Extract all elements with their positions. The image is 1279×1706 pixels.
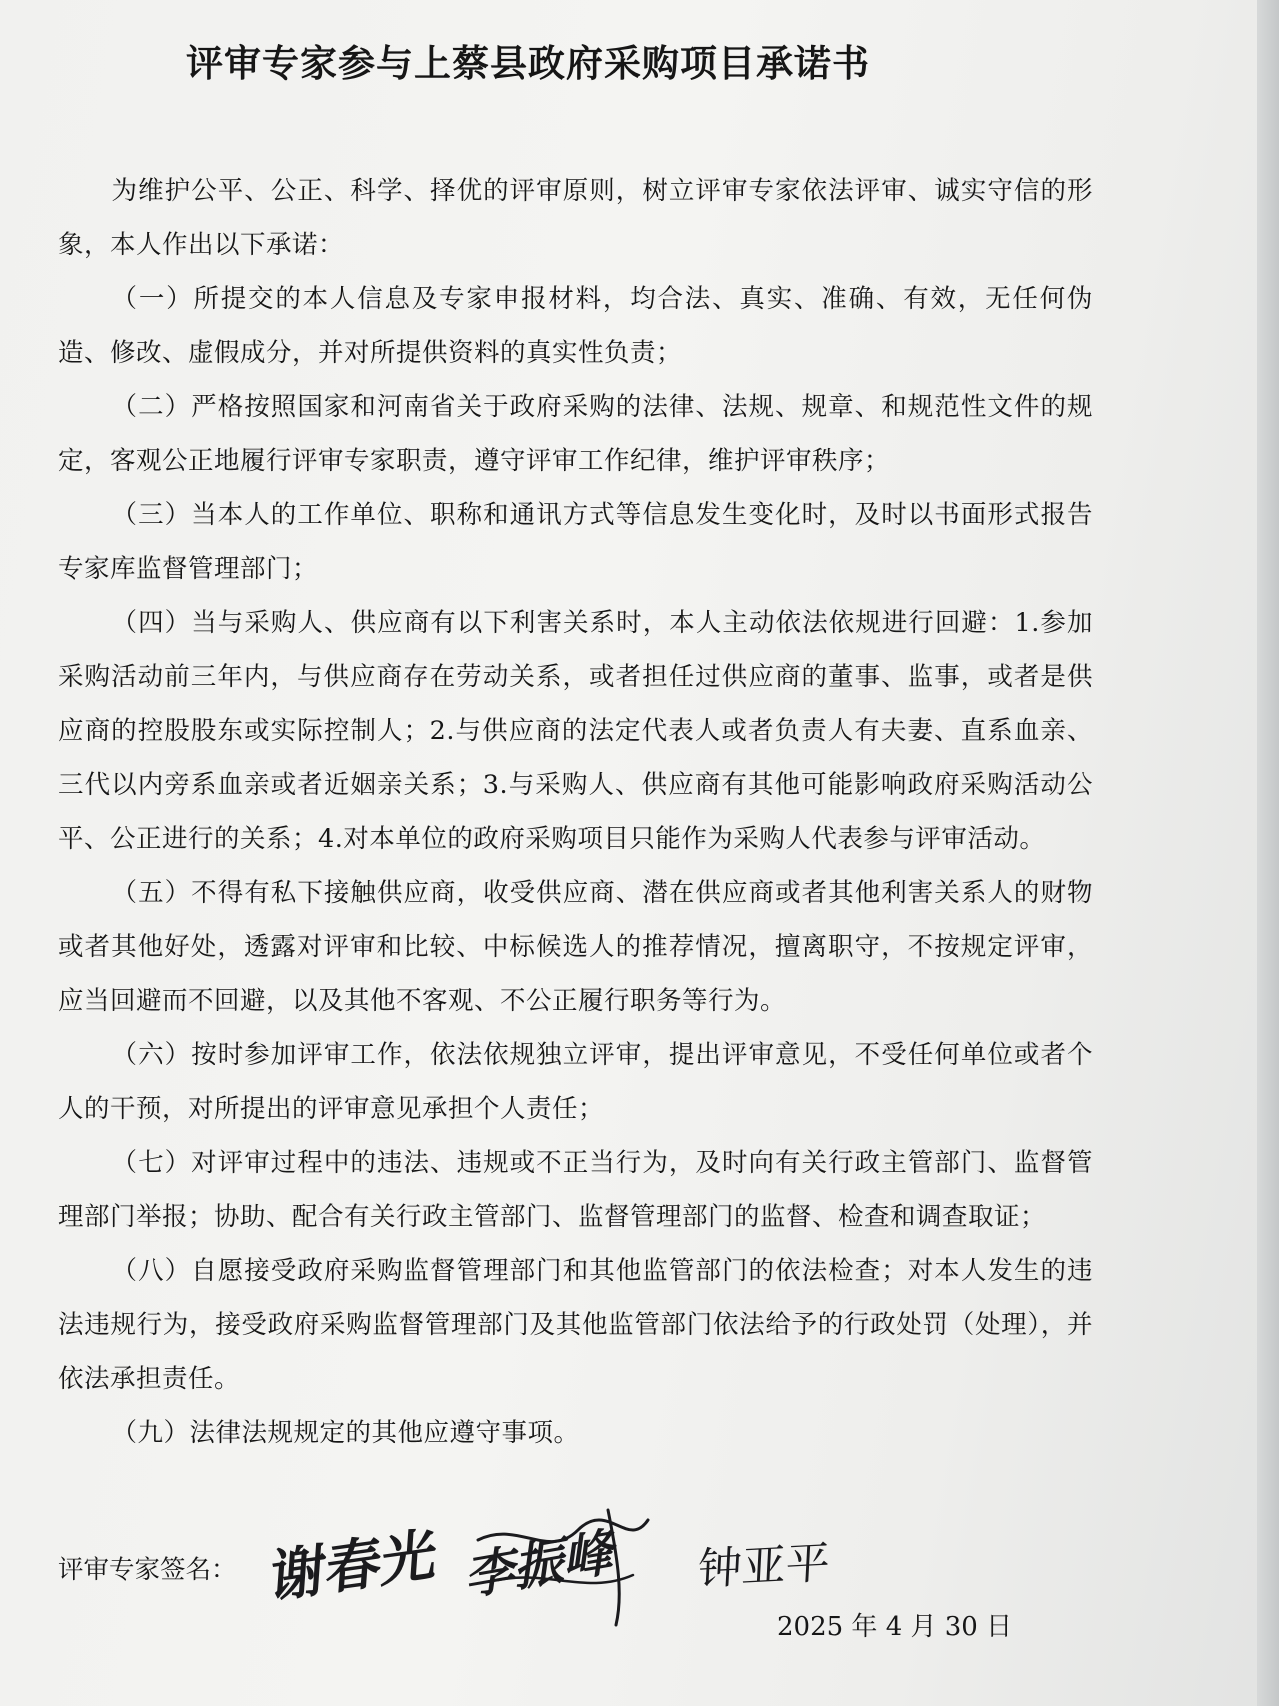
clause-9: （九）法律法规规定的其他应遵守事项。	[111, 1418, 580, 1448]
document-body	[58, 164, 1093, 1460]
clause-8: （八）自愿接受政府采购监督管理部门和其他监管部门的依法检查；对本人发生的违法违规行为，接受政府采购监督管理部门及其他监管部门依法给予的行政处罚（处理），并依法承担责任。	[58, 1256, 1093, 1394]
document-content	[58, 32, 1093, 1460]
clause-1: （一）所提交的本人信息及专家申报材料，均合法、真实、准确、有效，无任何伪造、修改、虚假成分，并对所提供资料的真实性负责；	[58, 284, 1093, 368]
page-edge-shadow	[1257, 0, 1279, 1706]
handwritten-signature-1: 谢春光	[268, 1520, 440, 1612]
clause-6: （六）按时参加评审工作，依法依规独立评审，提出评审意见，不受任何单位或者个人的干预，对所提出的评审意见承担个人责任；	[58, 1040, 1093, 1124]
signature-label: 评审专家签名：	[58, 1555, 237, 1585]
intro-paragraph: 为维护公平、公正、科学、择优的评审原则，树立评审专家依法评审、诚实守信的形象，本人作出以下承诺：	[58, 176, 1093, 260]
clause-7: （七）对评审过程中的违法、违规或不正当行为，及时向有关行政主管部门、监督管理部门举报；协助、配合有关行政主管部门、监督管理部门的监督、检查和调查取证；	[58, 1148, 1093, 1232]
clause-2: （二）严格按照国家和河南省关于政府采购的法律、法规、规章、和规范性文件的规定，客观公正地履行评审专家职责，遵守评审工作纪律，维护评审秩序；	[58, 392, 1093, 476]
clause-3: （三）当本人的工作单位、职称和通讯方式等信息发生变化时，及时以书面形式报告专家库监督管理部门；	[58, 500, 1093, 584]
clause-5: （五）不得有私下接触供应商，收受供应商、潜在供应商或者其他利害关系人的财物或者其他好处，透露对评审和比较、中标候选人的推荐情况，擅离职守，不按规定评审，应当回避而不回避，以及其他不客观、不公正履行职务等行为。	[58, 878, 1093, 1016]
signing-date: 2025 年 4 月 30 日	[777, 1612, 1013, 1642]
clause-4: （四）当与采购人、供应商有以下利害关系时，本人主动依法依规进行回避：1.参加采购活动前三年内，与供应商存在劳动关系，或者担任过供应商的董事、监事，或者是供应商的控股股东或实际控制人；2.与供应商的法定代表人或者负责人有夫妻、直系血亲、三代以内旁系血亲或者近姻亲关系；3.与采购人、供应商有其他可能影响政府采购活动公平、公正进行的关系；4.对本单位的政府采购项目只能作为采购人代表参与评审活动。	[58, 608, 1093, 854]
handwritten-signature-2: 李振峰	[464, 1519, 621, 1608]
document-title: 评审专家参与上蔡县政府采购项目承诺书	[186, 41, 870, 85]
handwritten-signature-3: 钟亚平	[696, 1537, 832, 1596]
signature-scribble	[458, 1500, 718, 1630]
